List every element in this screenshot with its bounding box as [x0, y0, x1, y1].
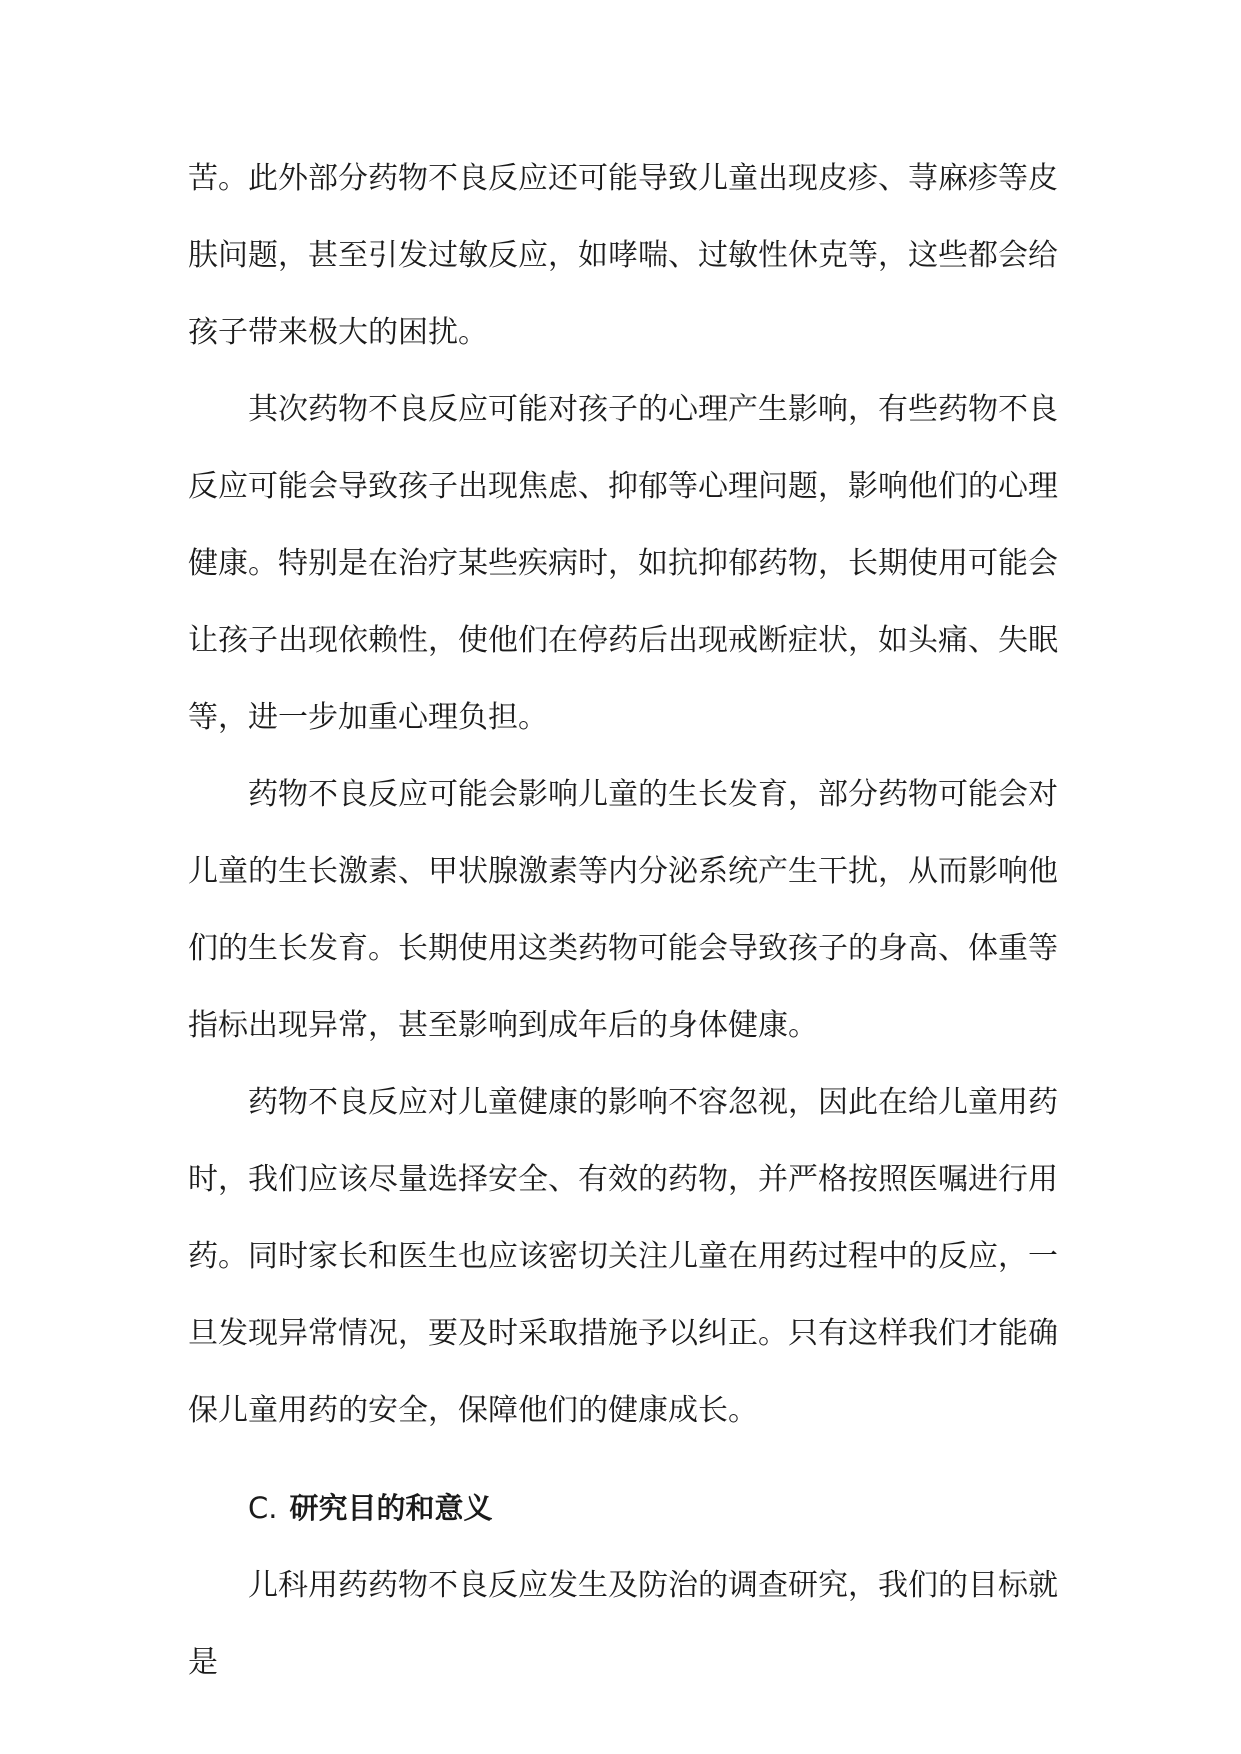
paragraph-research-goal: 儿科用药药物不良反应发生及防治的调查研究，我们的目标就是 [188, 1568, 1058, 1680]
section-title: 研究目的和意义 [289, 1491, 493, 1525]
paragraph-continuation: 苦。此外部分药物不良反应还可能导致儿童出现皮疹、荨麻疹等皮肤问题，甚至引发过敏反应，如哮喘、过敏性休克等，这些都会给孩子带来极大的困扰。 [188, 161, 1058, 350]
paragraph-psychological-impact: 其次药物不良反应可能对孩子的心理产生影响，有些药物不良反应可能会导致孩子出现焦虑、抑郁等心理问题，影响他们的心理健康。特别是在治疗某些疾病时，如抗抑郁药物，长期使用可能会让孩子出现依赖性，使他们在停药后出现戒断症状，如头痛、失眠等，进一步加重心理负担。 [188, 392, 1058, 735]
paragraph-growth-impact: 药物不良反应可能会影响儿童的生长发育，部分药物可能会对儿童的生长激素、甲状腺激素等内分泌系统产生干扰，从而影响他们的生长发育。长期使用这类药物可能会导致孩子的身高、体重等指标出现异常，甚至影响到成年后的身体健康。 [188, 777, 1058, 1043]
document-body [188, 140, 1058, 1701]
section-heading [188, 1470, 1058, 1547]
paragraph-conclusion: 药物不良反应对儿童健康的影响不容忽视，因此在给儿童用药时，我们应该尽量选择安全、有效的药物，并严格按照医嘱进行用药。同时家长和医生也应该密切关注儿童在用药过程中的反应，一旦发现异常情况，要及时采取措施予以纠正。只有这样我们才能确保儿童用药的安全，保障他们的健康成长。 [188, 1085, 1058, 1428]
section-number: C. [248, 1491, 278, 1525]
